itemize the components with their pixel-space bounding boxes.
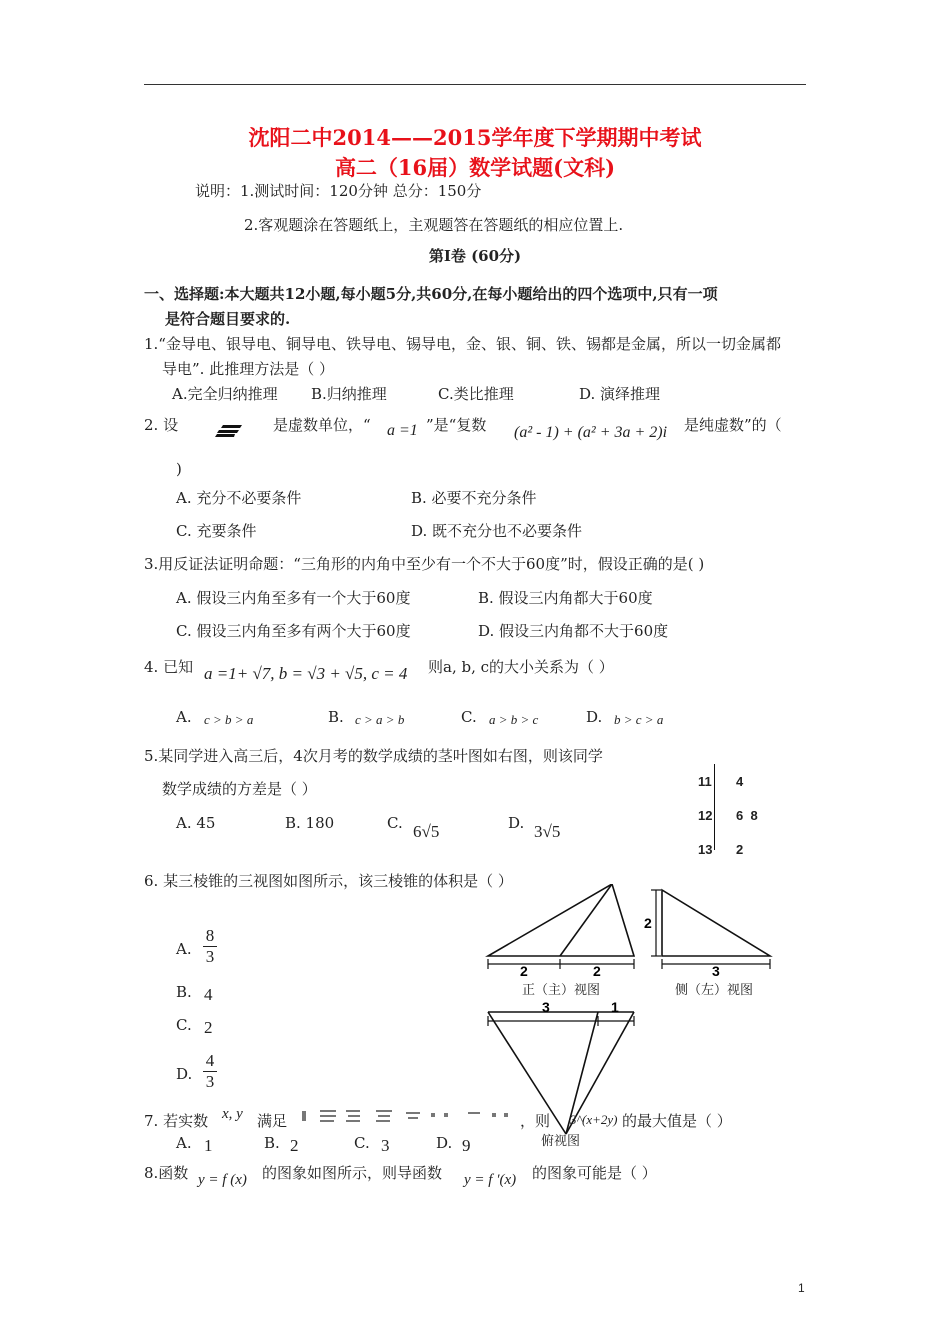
- fraction-numerator: 4: [205, 1051, 215, 1070]
- constraint-system-glyph: [296, 1108, 516, 1124]
- stem-value: 11: [698, 773, 712, 789]
- q7-option-a-value: 1: [204, 1136, 213, 1155]
- top-rule: [144, 84, 806, 85]
- q5-option-c-value: 6√5: [413, 822, 440, 841]
- q1-option-d: D. 演绎推理: [579, 385, 661, 403]
- side-dim-height: 2: [644, 915, 652, 931]
- q7-option-c-label: C.: [354, 1134, 370, 1152]
- q3-option-c: C. 假设三内角至多有两个大于60度: [176, 622, 411, 640]
- q4-option-d-label: D.: [586, 708, 603, 726]
- front-view: [488, 884, 634, 969]
- q1-option-b: B.归纳推理: [311, 385, 387, 403]
- section-heading-cont: 是符合题目要求的.: [165, 310, 291, 328]
- q6-option-c-value: 2: [204, 1018, 213, 1037]
- q5-text: 5.某同学进入高三后，4次月考的数学成绩的茎叶图如右图，则该同学: [144, 747, 603, 765]
- q7-number: 7. 若实数: [144, 1112, 209, 1130]
- leaf-values: 6 8: [736, 807, 758, 823]
- note-2: 2.客观题涂在答题纸上，主观题答在答题纸的相应位置上.: [244, 216, 624, 234]
- q8-number: 8.函数: [144, 1164, 189, 1182]
- side-view: [651, 890, 770, 969]
- q2-close-paren: ): [176, 460, 182, 478]
- q2-text-3: 是纯虚数”的（: [684, 416, 782, 434]
- q2-number: 2. 设: [144, 416, 179, 434]
- q7-option-d-value: 9: [462, 1136, 471, 1155]
- stem-leaf-row: [697, 798, 759, 832]
- q3-text: 3.用反证法证明命题：“三角形的内角中至少有一个不大于60度”时，假设正确的是( ): [144, 555, 705, 573]
- q7-expression: 3^(x+2y): [570, 1112, 618, 1127]
- q7-text-1: 满足: [257, 1112, 288, 1130]
- q2-option-b: B. 必要不充分条件: [411, 489, 537, 507]
- top-dim-right: 1: [611, 999, 619, 1015]
- q7-option-b-value: 2: [290, 1136, 299, 1155]
- q4-option-b-value: c > a > b: [355, 712, 405, 727]
- q6-text: 6. 某三棱锥的三视图如图所示，该三棱锥的体积是（ ）: [144, 872, 513, 890]
- stem-leaf-row: [697, 832, 759, 866]
- q7-option-c-value: 3: [381, 1136, 390, 1155]
- section-title: 第Ⅰ卷 (60分): [428, 247, 522, 265]
- q6-option-a-fraction: [203, 926, 217, 967]
- top-view-caption: 俯视图: [541, 1134, 581, 1149]
- q1-option-c: C.类比推理: [438, 385, 514, 403]
- q6-option-b-value: 4: [204, 985, 213, 1004]
- front-view-caption: 正（主）视图: [522, 983, 601, 998]
- q6-option-b-label: B.: [176, 983, 192, 1001]
- q1-text-cont: 导电”. 此推理方法是（ ）: [162, 360, 334, 378]
- q2-text-2: ”是“复数: [426, 416, 487, 434]
- q8-text-1: 的图象如图所示，则导函数: [262, 1164, 443, 1182]
- q2-option-a: A. 充分不必要条件: [176, 489, 302, 507]
- q4-option-a-value: c > b > a: [204, 712, 254, 727]
- fraction-denominator: 3: [203, 1071, 217, 1092]
- exam-subtitle: 高二（16届）数学试题(文科): [334, 155, 616, 180]
- q4-option-a-label: A.: [176, 708, 192, 726]
- stem-value: 12: [698, 807, 713, 823]
- q7-option-b-label: B.: [264, 1134, 280, 1152]
- q3-option-d: D. 假设三内角都不大于60度: [478, 622, 669, 640]
- q2-text-1: 是虚数单位，“: [273, 416, 371, 434]
- q2-expression: (a² - 1) + (a² + 3a + 2)i: [514, 424, 668, 441]
- q2-option-d: D. 既不充分也不必要条件: [411, 522, 583, 540]
- section-heading: 一、选择题:本大题共12小题,每小题5分,共60分,在每小题给出的四个选项中,只有一项: [144, 285, 718, 303]
- q7-vars: x, y: [222, 1106, 243, 1122]
- leaf-values: 2: [736, 841, 744, 857]
- q6-option-c-label: C.: [176, 1016, 192, 1034]
- q3-option-a: A. 假设三内角至多有一个大于60度: [176, 589, 411, 607]
- q5-text-cont: 数学成绩的方差是（ ）: [162, 780, 317, 798]
- q8-function: y = f (x): [198, 1172, 247, 1188]
- q4-text: 则a, b, c的大小关系为（ ）: [428, 658, 614, 676]
- q3-option-b: B. 假设三内角都大于60度: [478, 589, 653, 607]
- front-dim-right: 2: [593, 963, 601, 979]
- q4-expression: a =1+ √7, b = √3 + √5, c = 4: [204, 664, 408, 683]
- q7-option-a-label: A.: [176, 1134, 192, 1152]
- q4-option-c-value: a > b > c: [489, 712, 539, 727]
- leaf-values: 4: [736, 773, 744, 789]
- q5-option-d-value: 3√5: [534, 822, 561, 841]
- q5-option-a: A. 45: [176, 814, 216, 832]
- q2-condition: a =1: [387, 422, 418, 439]
- q4-option-d-value: b > c > a: [614, 712, 664, 727]
- q5-option-d-label: D.: [508, 814, 525, 832]
- q1-option-a: A.完全归纳推理: [172, 385, 278, 403]
- exam-title: 沈阳二中2014——2015学年度下学期期中考试: [248, 125, 702, 150]
- q5-option-b: B. 180: [285, 814, 335, 832]
- q8-derivative: y = f ′(x): [464, 1172, 517, 1188]
- stem-value: 13: [698, 841, 713, 857]
- q4-option-b-label: B.: [328, 708, 344, 726]
- q1-text: 1.“金导电、银导电、铜导电、铁导电、锡导电，金、银、铜、铁、锡都是金属，所以一切金属都: [144, 335, 781, 353]
- front-dim-left: 2: [520, 963, 528, 979]
- note-1: 说明：1.测试时间：120分钟 总分：150分: [195, 182, 482, 200]
- side-view-caption: 侧（左）视图: [675, 983, 754, 998]
- q4-number: 4. 已知: [144, 658, 194, 676]
- q7-text-2: ，则: [520, 1112, 551, 1130]
- q5-option-c-label: C.: [387, 814, 403, 832]
- fraction-denominator: 3: [203, 946, 217, 967]
- stem-leaf-row: [697, 764, 759, 798]
- side-dim-width: 3: [712, 963, 720, 979]
- q6-option-a-label: A.: [176, 940, 192, 958]
- top-dim-left: 3: [542, 999, 550, 1015]
- q8-text-2: 的图象可能是（ ）: [532, 1164, 657, 1182]
- q7-text-3: 的最大值是（ ）: [622, 1112, 732, 1130]
- q4-option-c-label: C.: [461, 708, 477, 726]
- fraction-numerator: 8: [205, 926, 215, 945]
- q6-option-d-label: D.: [176, 1065, 193, 1083]
- page-number: 1: [798, 1281, 805, 1295]
- q6-option-d-fraction: [203, 1051, 217, 1092]
- q2-option-c: C. 充要条件: [176, 522, 257, 540]
- q7-option-d-label: D.: [436, 1134, 453, 1152]
- imaginary-unit-glyph: [215, 424, 243, 438]
- stem-leaf-plot: [697, 764, 759, 866]
